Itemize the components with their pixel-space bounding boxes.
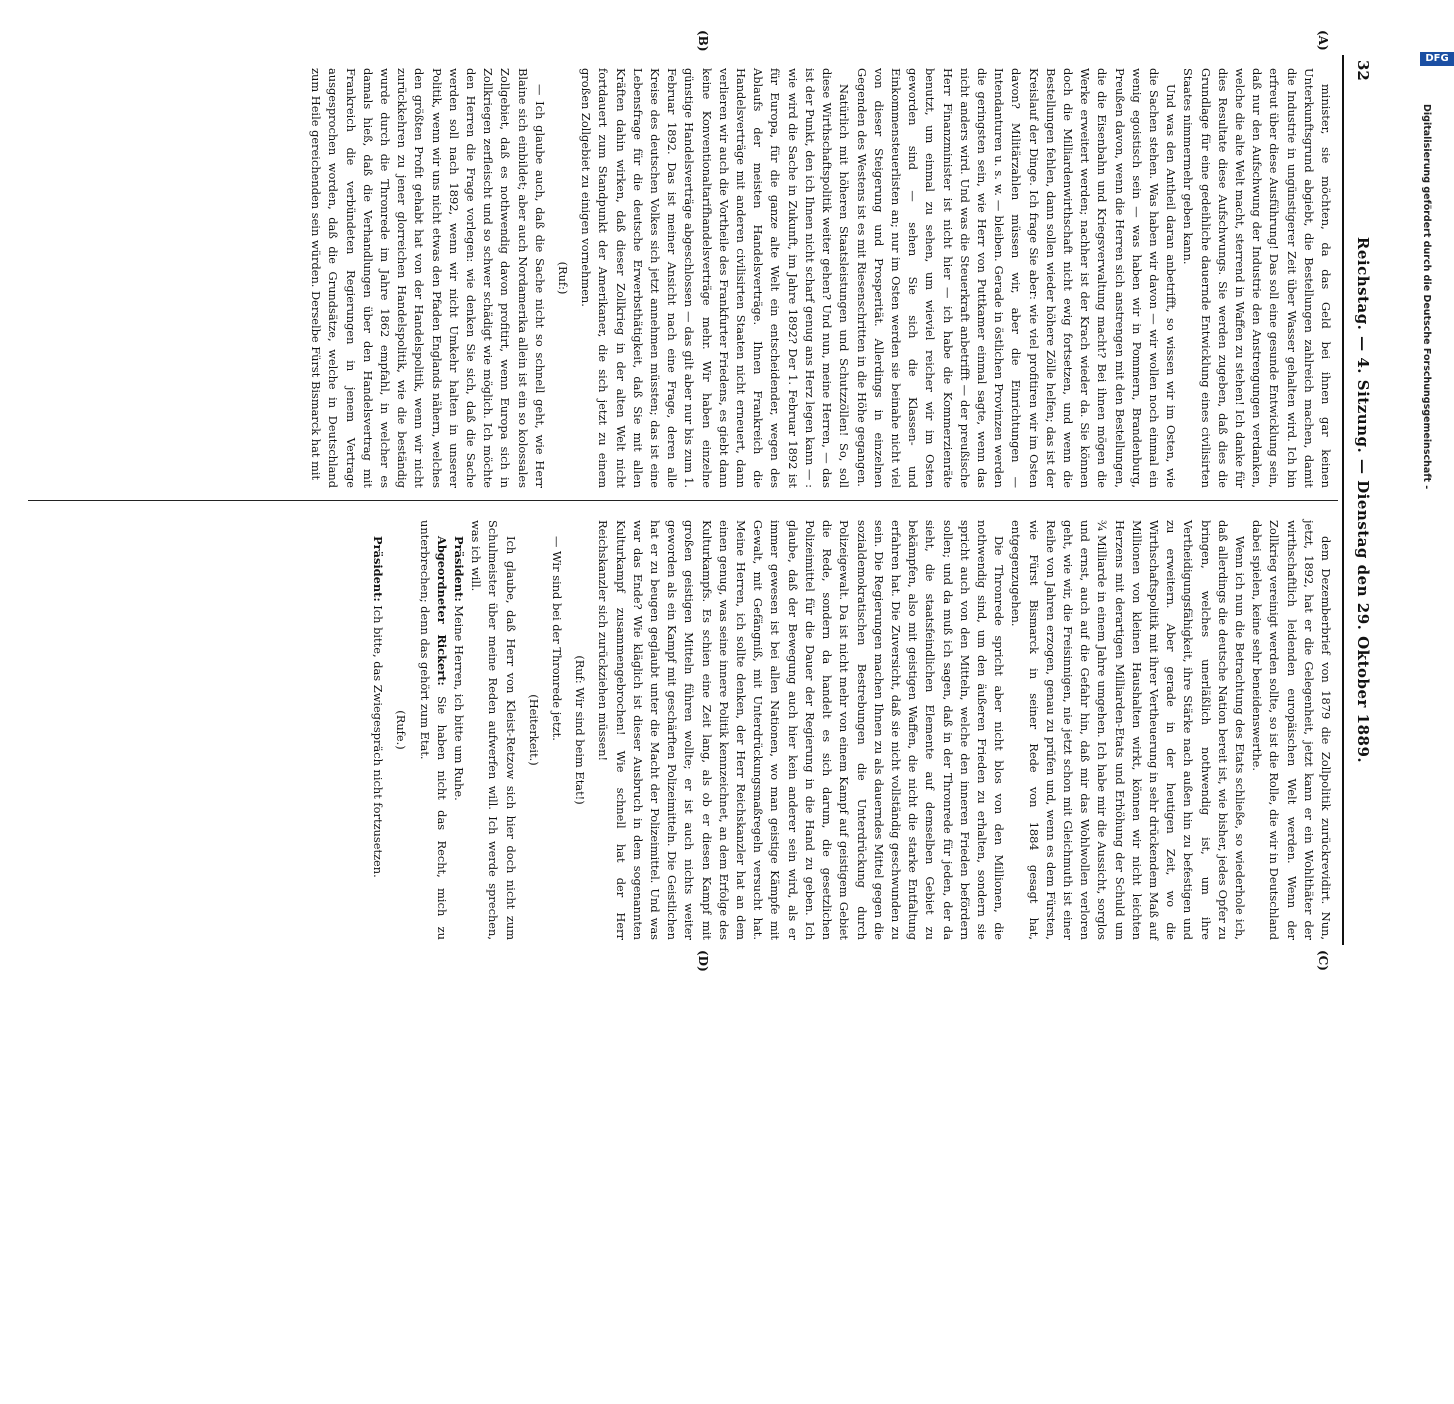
paragraph: — Ich glaube auch, daß die Sache nicht so schnell geht, wie Herr Blaine sich einbildet; aber auch Nordamerika allein ist ein so kolossales Zollgebiet, daß es nothwendig davon profitirt, wenn Europa sich in Zollkriegen zerfleischt und so schwer schädigt wie möglich. Ich möchte den Herren die Frage vorlegen: wie denken Sie sich, daß die Sache werden soll nach 1892, wenn wir nicht Umkehr halten in unserer Politik, wenn wir uns nicht etwas den Pfaden Englands nähern, welches den größten Profit gehabt hat von der Handelspolitik, wenn wir nicht zurückkehren zu jener glorreichen Handelspolitik, wie die beständig wurde durch die Thronrede im Jahre 1862 empfahl, in welcher es damals hieß, daß die Verhandlungen über den Handelsvertrag mit Frankreich die verbündeten Regierungen in jenem Vertrage ausgesprochen worden, daß die Grundsätze, welche in Deutschland zum Heile gereichenden sein würden. Derselbe Fürst Bismarck hat mit <box>309 68 547 488</box>
interjection: (Rufe.) <box>394 710 409 750</box>
paragraph: Natürlich mit höheren Staatsleistungen und Schutzzöllen! So, soll diese Wirthschaftspolitik weiter gehen? Und nun, meine Herren, — das ist der Punkt, den ich Ihnen nicht scharf genug ans Herz legen kann — : wie wird die Sache in Zukunft, im Jahre 1892? Der 1. Februar 1892 ist für Europa, für die ganze alte Welt ein entscheidender, wegen des Ablaufs der meisten Handelsverträge. Ihnen Frankreich die Handelsverträge mit anderen civilisirten Staaten nicht erneuert, dann verlieren wir auch die Vortheile des Frankfurter Friedens, es giebt dann keine Konventionaltarifhandelsverträge mehr. Wir haben einzelne günstige Handelsverträge abgeschlossen — das gilt aber nur bis zum 1. Februar 1892. Das ist meiner Ansicht nach eine Frage, deren alle Kreise des deutschen Volkes sich jetzt annehmen müssten; das ist eine Lebensfrage für die deutsche Erwerbsthätigkeit, daß Sie mit allen Kräften dahin wirken, daß dieser Zollkrieg in der alten Welt nicht fortdauert zum Standpunkt der Amerikaner, die sich jetzt zu einem großen Zollgebiet zu einigen vornehmen. <box>579 68 852 488</box>
right-column <box>34 520 1334 940</box>
interjection: (Ruf: Wir sind beim Etat!) <box>573 655 588 805</box>
page-title: Reichstag. — 4. Sitzung. — Dienstag den 29. Oktober 1889. <box>1354 236 1372 764</box>
page-header <box>1348 0 1378 1000</box>
dfg-logo: DFG <box>1420 52 1454 66</box>
speech-rickert <box>415 520 449 940</box>
speech-text: Ich bitte, das Zwiegespräch nicht fortzusetzen. <box>371 605 386 878</box>
column-divider <box>28 500 1338 501</box>
interjection: (Ruf:) <box>556 261 571 295</box>
speech-president <box>450 520 467 940</box>
margin-marker-c: (C) <box>1316 950 1330 971</box>
paragraph: dem Dezemberbrief von 1879 die Zollpolitik zurückrevidirt. Nun, jetzt, 1892, hat er die Gelegenheit, jetzt kann er ein Wohlthäter der wirthschaftlich leidenden europäischen Welt werden. Wenn der Zollkrieg vereinigt werden sollte, so ist die Rolle, die wir in Deutschland dabei spielen, keine sehr beneidenswerthe. <box>1250 520 1333 940</box>
speech-text: Sie haben nicht das Recht, mich zu unterbrechen; denn das gehört zum Etat. <box>417 520 449 940</box>
digitization-credit <box>1418 44 1449 1404</box>
left-column <box>34 68 1334 488</box>
speech-text: Meine Herren, ich bitte um Ruhe. <box>452 605 467 801</box>
page-number: 32 <box>1354 60 1372 81</box>
paragraph: Und was den Antheil daran anbetrifft, so wissen wir im Osten, wie die Sachen stehen. Was haben wir davon — wir wollen noch einmal ein wenig egoistisch sein — was haben wir in Pommern, Brandenburg, Preußen davon, wenn die Herren sich anstrengen mit den Bestellungen, die die Eisenbahn und Kriegsverwaltung macht? Bei ihnen mögen die Werke erweitert werden; nachher ist der Krach wieder da. Sie können doch die Milliardenwirthschaft nicht ewig fortsetzen, und wenn die Bestellungen fehlen, dann sollen wieder höhere Zölle helfen; das ist der Kreislauf der Dinge. Ich frage Sie aber: wie viel profitiren wir im Osten davon? Militärzahlen müssen wir, aber die Einrichtungen — Intendanturen u. s. w. — bleiben. Gerade in östlichen Provinzen werden die geringsten sein, wie Herr von Puttkamer einmal sagte, wenn das nicht anders wird. Und was die Steuerkraft anbetrifft — der preußische Herr Finanzminister ist nicht hier — ich habe die Kommerzienräte benutzt, um einmal zu sehen, um wieviel reicher wir im Osten geworden sind — sehen Sie sich die Klassen- und Einkommensteuerlisten an; nur im Osten werden sie beinahe nicht viel von dieser Steigerung und Prosperität. Allerdings in einzelnen Gegenden des Westens ist es mit Riesenschritten in die Höhe gegangen. <box>854 68 1179 488</box>
interjection: (Heiterkeit.) <box>526 694 541 766</box>
paragraph: minister, sie möchten, da das Geld bei ihnen gar keinen Unterkunftsgrund abgiebt, die Bestellungen zahlreich machen, damit die Industrie in ungünstigerer Zeit über Wasser gehalten wird. Ich bin erfreut über diese Ausführung! Das soll eine gesunde Entwicklung sein, daß nur den Aufschwung der Industrie den Anstrengungen verdanken, welche die alte Welt macht, sterrend in Waffen zu stehen! Ich danke für dies Resultate diese Aufschwungs. Sie werden zugeben, daß dies die Grundlage für eine gedeihliche dauernde Entwicklung eines civilisirten Staates nimmermehr geben kann. <box>1181 68 1333 488</box>
margin-marker-a: (A) <box>1316 30 1330 51</box>
header-rule <box>1342 55 1344 945</box>
speech-president <box>369 520 386 940</box>
speaker-label: Präsident: <box>371 536 386 602</box>
paragraph: Wenn ich nun die Betrachtung des Etats schließe, so wiederhole ich, daß allerdings die deutsche Nation bereit ist, wie bisher, jedes Opfer zu bringen, welches unerläßlich nothwendig ist, um ihre Vertheidigungsfähigkeit, ihre Stärke nach außen hin zu befestigen und zu erweitern. Aber gerade in der heutigen Zeit, wo die Wirthschaftspolitik mit ihrer Vertheuerung in sehr drückendem Maß auf Millionen von kleinen Haushalten wirkt, können wir nicht leichten Herzens mit derartigen Milliarden-Etats und Erhöhung der Schuld um ¾ Milliarde in einem Jahre umgehen. Ich habe mir die Aussicht, sorglos und ernst, auch auf die Gefahr hin, daß mir das Wohlwollen verloren geht, wie wir, die Freisinnigen, nie jetzt schon mit Gleichmuth ist einer Reihe von Jahren erzogen, genau zu prüfen und, wenn es dem Fürsten, wie Fürst Bismarck in seiner Rede von 1884 gesagt hat, entgegenzugehen. <box>1009 520 1247 940</box>
margin-marker-b: (B) <box>696 30 710 52</box>
credit-text: Digitalisierung gefördert durch die Deutsche Forschungsgemeinschaft - <box>1421 104 1432 490</box>
paragraph: Die Thronrede spricht aber nicht blos von den Millionen, die nothwendig sind, um den äußeren Frieden zu erhalten, sondern sie spricht auch von den Mitteln, welche den inneren Frieden befördern sollen; und da muß ich sagen, daß in der Thronrede für jeden, der da sieht, die staatsfeindlichen Elemente auf demselben Gebiet zu bekämpfen, also mit geistigen Waffen, die nicht die starke Entfaltung erfahren hat. Die Zuversicht, daß sie nicht vollständig geschwunden zu sein. Die Regierungen machen Ihnen zu als dauerndes Mittel gegen die sozialdemokratischen Bestrebungen die Unterdrückung durch Polizeigewalt. Da ist nicht mehr von einem Kampf auf geistigem Gebiet die Rede, sondern da handelt es sich darum, die gesetzlichen Polizeimittel für die Dauer der Regierung in die Hand zu geben. Ich glaube, daß der Bewegung auch hier kein anderer sein wird, als er immer gewesen ist bei allen Nationen, wo man geistige Kämpfe mit Gewalt, mit Gefängniß, mit Unterdrückungsmaßregeln versucht hat. Meine Herren, ich sollte denken, der Herr Reichskanzler hat an dem einen genug, was seine innere Politik kennzeichnet, an dem Erfolge des Kulturkampfs. Es schien eine Zeit lang, als ob er diesen Kampf mit großen geistigen Mitteln führen wollte; er ist auch nichts weiter geworden als ein Kampf mit geschärften Polizeimitteln. Die Geistlichen hat er zu beugen geglaubt unter die Macht der Polizeimittel. Und was war das Ende? Wie kläglich ist dieser Ausbruch in dem sogenannten Kulturkampf zusammengebrochen! Wie schnell hat der Herr Reichskanzler sich zurückziehen müssen! <box>596 520 1007 940</box>
speaker-label: Abgeordneter Rickert: <box>434 536 449 686</box>
speaker-label: Präsident: <box>452 536 467 602</box>
margin-marker-d: (D) <box>696 950 710 972</box>
dash-line: — Wir sind bei der Thronrede jetzt. <box>550 536 565 741</box>
paragraph: Ich glaube, daß Herr von Kleist-Retzow sich hier doch nicht zum Schulmeister über meine Reden aufwerfen will. Ich werde sprechen, was ich will. <box>469 520 518 940</box>
